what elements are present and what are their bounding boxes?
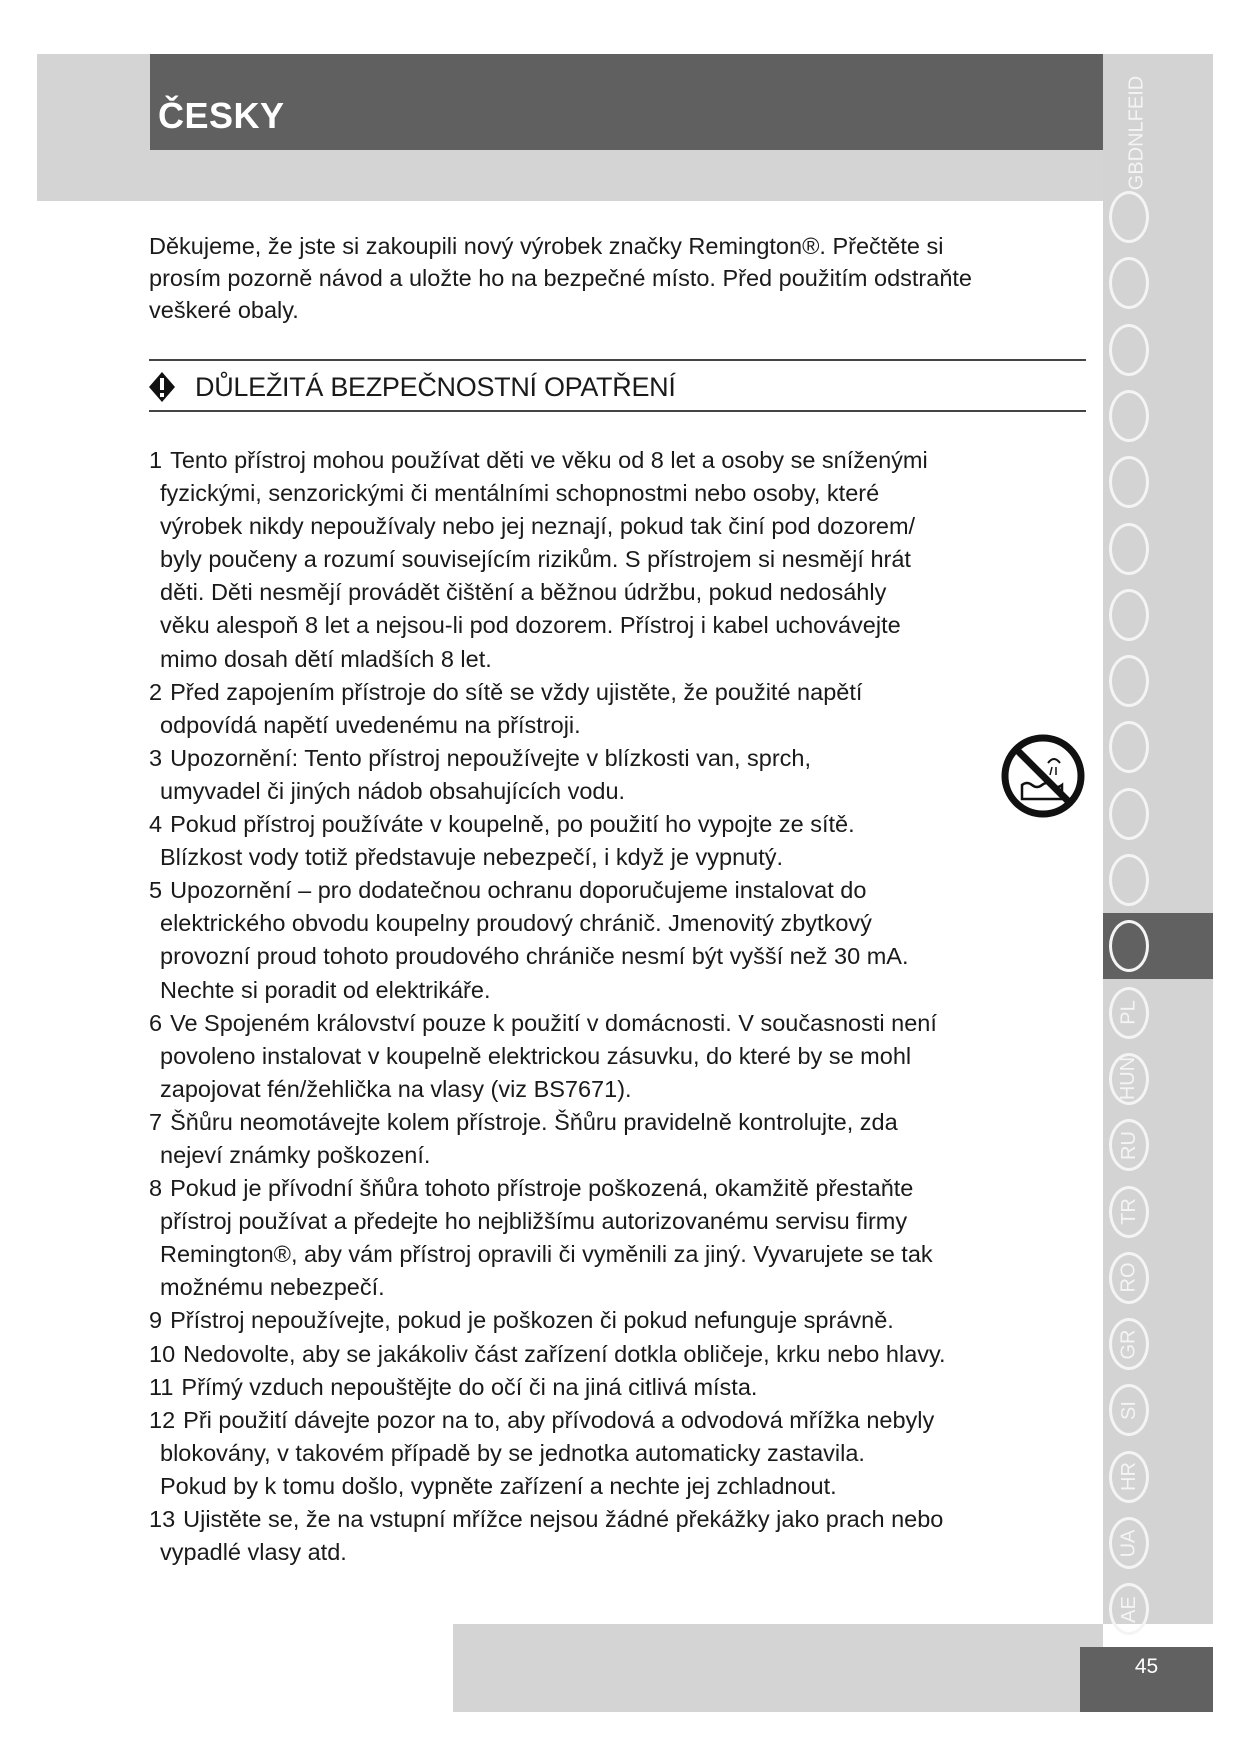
list-item-text: provozní proud tohoto proudového chrániče nesmí být vyšší než 30 mA.	[160, 943, 909, 970]
list-item-line	[149, 974, 1069, 1007]
list-item-text: Přímý vzduch nepouštějte do očí či na jiná citlivá místa.	[181, 1373, 758, 1400]
list-item-line	[149, 709, 1069, 742]
list-item-line	[149, 1040, 1069, 1073]
list-item-text: Nedovolte, aby se jakákoliv část zařízení dotkla obličeje, krku nebo hlavy.	[183, 1340, 946, 1367]
list-item-line	[149, 1007, 1069, 1040]
language-tab-circle	[1109, 1318, 1149, 1370]
language-tab-label: SI	[1117, 1400, 1140, 1420]
list-item-text: vypadlé vlasy atd.	[160, 1539, 347, 1566]
list-item-text: Upozornění – pro dodatečnou ochranu doporučujeme instalovat do	[170, 877, 867, 904]
list-item-text: Tento přístroj mohou používat děti ve věku od 8 let a osoby se sníženými	[170, 447, 928, 473]
list-item-text: Upozornění: Tento přístroj nepoužívejte v blízkosti van, sprch,	[170, 744, 812, 771]
list-item-line	[149, 1205, 1069, 1238]
no-water-icon	[1000, 733, 1086, 819]
language-tab[interactable]	[1103, 1046, 1213, 1112]
list-item-line	[149, 742, 1069, 775]
list-item-text: výrobek nikdy nepoužívaly nebo jej neznají, pokud tak činí pod dozorem/	[160, 513, 916, 540]
list-item-text: Blízkost vody totiž představuje nebezpečí, i když je vypnutý.	[160, 844, 784, 871]
language-tab[interactable]	[1103, 847, 1213, 913]
language-tab-circle	[1109, 1384, 1149, 1436]
list-item-text: elektrického obvodu koupelny proudový chránič. Jmenovitý zbytkový	[160, 910, 872, 937]
list-item-text: blokovány, v takovém případě by se jednotka automaticky zastavila.	[160, 1439, 865, 1466]
list-item-text: zapojovat fén/žehlička na vlasy (viz BS7671).	[160, 1075, 632, 1102]
language-tab-circle	[1109, 721, 1149, 773]
list-item-text: Remington®, aby vám přístroj opravili či vyměnili za jiný. Vyvarujete se tak	[160, 1241, 933, 1268]
list-item-line	[149, 1404, 1069, 1437]
language-tab-circle	[1109, 788, 1149, 840]
list-item-text: Před zapojením přístroje do sítě se vždy ujistěte, že použité napětí	[170, 678, 863, 705]
divider	[149, 359, 1086, 361]
list-item-line	[149, 1304, 1069, 1337]
language-tab[interactable]	[1103, 1179, 1213, 1245]
list-item-line	[149, 1536, 1069, 1569]
list-item-line	[149, 543, 1069, 576]
language-tab-circle	[1109, 1451, 1149, 1503]
list-item-number: 10	[149, 1340, 176, 1367]
list-item-line	[149, 444, 1069, 477]
language-tab[interactable]	[1103, 1311, 1213, 1377]
list-item-text: Při použití dávejte pozor na to, aby přívodová a odvodová mřížka nebyly	[183, 1406, 935, 1433]
language-tab-circle	[1109, 1252, 1149, 1304]
list-item-line	[149, 510, 1069, 543]
list-item-text: odpovídá napětí uvedenému na přístroji.	[160, 711, 581, 738]
language-tab[interactable]	[1103, 1245, 1213, 1311]
list-item-number: 8	[149, 1175, 163, 1202]
list-item	[149, 1304, 1069, 1337]
list-item-text: Ve Spojeném království pouze k použití v domácnosti. V současnosti není	[170, 1009, 937, 1036]
intro-line: Děkujeme, že jste si zakoupili nový výrobek značky Remington®. Přečtěte si	[149, 233, 944, 259]
list-item-text: přístroj používat a předejte ho nejbližšímu autorizovanému servisu firmy	[160, 1208, 908, 1235]
language-tab[interactable]	[1103, 1444, 1213, 1510]
list-item-line	[149, 775, 1069, 808]
list-item-text: děti. Děti nesmějí provádět čištění a běžnou údržbu, pokud nedosáhly	[160, 579, 887, 606]
list-item-number: 3	[149, 744, 163, 771]
list-item-line	[149, 1503, 1069, 1536]
list-item-line	[149, 1437, 1069, 1470]
safety-list	[149, 444, 1069, 1569]
language-tab-label: TR	[1117, 1198, 1140, 1225]
list-item	[149, 1106, 1069, 1172]
list-item-line	[149, 477, 1069, 510]
language-tab[interactable]	[1103, 516, 1213, 582]
language-tab-circle	[1109, 390, 1149, 442]
language-tab[interactable]	[1103, 1576, 1213, 1642]
language-tab[interactable]	[1103, 250, 1213, 316]
list-item-number: 11	[149, 1373, 174, 1400]
list-item-number: 4	[149, 811, 163, 838]
language-tab[interactable]	[1103, 913, 1213, 979]
list-item	[149, 1404, 1069, 1503]
language-tab-circle	[1109, 257, 1149, 309]
list-item	[149, 1007, 1069, 1106]
list-item-number: 2	[149, 678, 163, 705]
page-title: ČESKY	[158, 95, 285, 136]
language-tab[interactable]	[1103, 383, 1213, 449]
language-tab-circle	[1109, 1517, 1149, 1569]
list-item-text: Ujistěte se, že na vstupní mřížce nejsou žádné překážky jako prach nebo	[183, 1506, 944, 1532]
language-tab-label: HR	[1117, 1462, 1140, 1492]
list-item-line	[149, 1073, 1069, 1106]
list-item-line	[149, 940, 1069, 973]
warning-diamond-icon	[149, 372, 175, 402]
list-item-text: mimo dosah dětí mladších 8 let.	[160, 645, 492, 672]
language-tab[interactable]	[1103, 714, 1213, 780]
language-tab-circle	[1109, 1053, 1149, 1105]
language-tab[interactable]	[1103, 317, 1213, 383]
language-tab[interactable]	[1103, 449, 1213, 515]
language-tab-circle	[1109, 854, 1149, 906]
language-tab[interactable]	[1103, 1112, 1213, 1178]
list-item	[149, 742, 1069, 808]
list-item-line	[149, 1271, 1069, 1304]
list-item-line	[149, 808, 1069, 841]
list-item-line	[149, 841, 1069, 874]
list-item-line	[149, 576, 1069, 609]
list-item-line	[149, 1238, 1069, 1271]
language-tab[interactable]	[1103, 980, 1213, 1046]
section-heading	[149, 368, 676, 406]
list-item-line	[149, 1338, 1069, 1371]
list-item-number: 13	[149, 1506, 176, 1532]
list-item-line	[149, 676, 1069, 709]
language-tab[interactable]	[1103, 1377, 1213, 1443]
list-item-text: byly poučeny a rozumí souvisejícím rizikům. S přístrojem si nesmějí hrát	[160, 546, 911, 573]
list-item-number: 7	[149, 1108, 163, 1135]
footer-band	[453, 1624, 1103, 1712]
list-item-line	[149, 1371, 1069, 1404]
list-item-text: nejeví známky poškození.	[160, 1141, 431, 1168]
list-item	[149, 1503, 1069, 1569]
list-item-text: věku alespoň 8 let a nejsou-li pod dozorem. Přístroj i kabel uchovávejte	[160, 612, 901, 639]
language-tab-circle	[1109, 920, 1149, 972]
list-item	[149, 676, 1069, 742]
list-item-number: 9	[149, 1307, 163, 1334]
list-item-text: fyzickými, senzorickými či mentálními schopnostmi nebo osoby, které	[160, 480, 880, 507]
title-bar	[150, 54, 1103, 150]
list-item-line	[149, 874, 1069, 907]
list-item-line	[149, 1106, 1069, 1139]
language-tab-circle	[1109, 523, 1149, 575]
list-item-number: 5	[149, 877, 163, 904]
list-item-line	[149, 907, 1069, 940]
list-item-text: Šňůru neomotávejte kolem přístroje. Šňůru pravidelně kontrolujte, zda	[170, 1108, 898, 1135]
language-tab[interactable]	[1103, 648, 1213, 714]
list-item-line	[149, 1139, 1069, 1172]
language-tab-circle	[1109, 324, 1149, 376]
language-tab[interactable]	[1103, 1510, 1213, 1576]
list-item-number: 6	[149, 1009, 163, 1036]
language-tab[interactable]	[1103, 781, 1213, 847]
list-item-text: Pokud přístroj používáte v koupelně, po použití ho vypojte ze sítě.	[170, 811, 855, 838]
list-item-line	[149, 1470, 1069, 1503]
language-tab-label: UA	[1117, 1529, 1140, 1557]
language-tab[interactable]	[1103, 582, 1213, 648]
list-item-line	[149, 609, 1069, 642]
list-item	[149, 444, 1069, 676]
intro-paragraph	[149, 230, 1089, 326]
language-tab-label: RO	[1117, 1262, 1140, 1293]
page-number: 45	[1080, 1647, 1213, 1712]
list-item-text: povoleno instalovat v koupelně elektrickou zásuvku, do které by se mohl	[160, 1042, 912, 1069]
language-tab-circle	[1109, 987, 1149, 1039]
language-tab-label: HUN	[1117, 1057, 1140, 1101]
list-item	[149, 874, 1069, 1006]
language-tab-label: PL	[1117, 1000, 1140, 1025]
list-item-line	[149, 1172, 1069, 1205]
list-item-line	[149, 643, 1069, 676]
language-tab-top-label: GBDNLFEID	[1125, 75, 1148, 191]
list-item-text: Pokud by k tomu došlo, vypněte zařízení a nechte jej zchladnout.	[160, 1472, 837, 1499]
list-item	[149, 1338, 1069, 1371]
language-tab-label: GR	[1117, 1329, 1140, 1360]
divider	[149, 410, 1086, 412]
language-tab-circle	[1109, 456, 1149, 508]
language-tab-label: AE	[1117, 1595, 1140, 1623]
language-tab-label: RU	[1117, 1130, 1140, 1160]
intro-line: veškeré obaly.	[149, 297, 299, 323]
language-tab-circle	[1109, 1186, 1149, 1238]
language-tab-circle	[1109, 1119, 1149, 1171]
language-tab-strip	[1103, 54, 1213, 1624]
list-item-text: Nechte si poradit od elektrikáře.	[160, 976, 491, 1003]
list-item	[149, 808, 1069, 874]
list-item-number: 12	[149, 1406, 176, 1433]
language-tab-circle	[1109, 655, 1149, 707]
list-item	[149, 1371, 1069, 1404]
intro-line: prosím pozorně návod a uložte ho na bezpečné místo. Před použitím odstraňte	[149, 265, 972, 291]
list-item-text: Přístroj nepoužívejte, pokud je poškozen či pokud nefunguje správně.	[170, 1307, 894, 1334]
language-tab-circle	[1109, 1583, 1149, 1635]
list-item-text: Pokud je přívodní šňůra tohoto přístroje poškozená, okamžitě přestaňte	[170, 1175, 914, 1202]
list-item-text: umyvadel či jiných nádob obsahujících vodu.	[160, 777, 626, 804]
section-title: DŮLEŽITÁ BEZPEČNOSTNÍ OPATŘENÍ	[195, 371, 676, 402]
list-item-number: 1	[149, 447, 163, 473]
list-item-text: možnému nebezpečí.	[160, 1274, 385, 1301]
language-tab-circle	[1109, 589, 1149, 641]
list-item	[149, 1172, 1069, 1304]
